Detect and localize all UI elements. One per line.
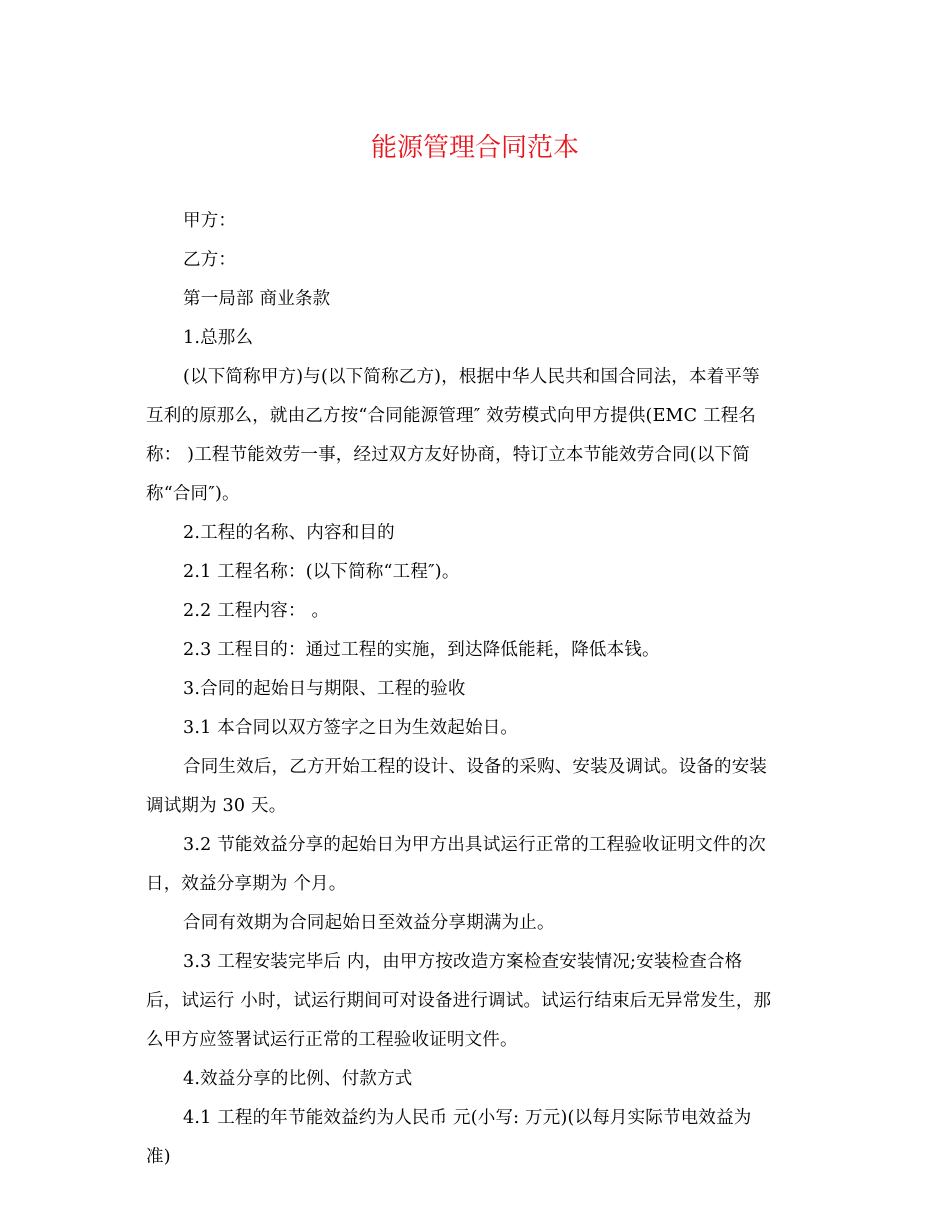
document-title: 能源管理合同范本	[370, 133, 579, 163]
sub-clause: 3.3 工程安装完毕后 内，由甲方按改造方案检查安装情况;安装检查合格	[183, 952, 743, 972]
sub-clause: 3.2 节能效益分享的起始日为甲方出具试运行正常的工程验收证明文件的次	[183, 835, 766, 855]
clause-heading: 1.总那么	[183, 328, 254, 348]
section-heading: 第一局部 商业条款	[183, 289, 331, 309]
paragraph-line: 后，试运行 小时，试运行期间可对设备进行调试。试运行结束后无异常发生，那	[146, 991, 772, 1011]
party-b-line: 乙方：	[183, 250, 237, 270]
paragraph-line: 称： )工程节能效劳一事，经过双方友好协商，特订立本节能效劳合同(以下简	[146, 445, 750, 465]
clause-heading: 2.工程的名称、内容和目的	[183, 523, 395, 543]
sub-clause: 2.1 工程名称：(以下简称“工程″)。	[183, 562, 460, 582]
paragraph-line: 合同生效后，乙方开始工程的设计、设备的采购、安装及调试。设备的安装	[183, 757, 768, 777]
sub-clause: 2.3 工程目的：通过工程的实施，到达降低能耗，降低本钱。	[183, 640, 660, 660]
paragraph-line: 互利的原那么，就由乙方按“合同能源管理″ 效劳模式向甲方提供(EMC 工程名	[146, 406, 757, 426]
paragraph-line: 么甲方应签署试运行正常的工程验收证明文件。	[146, 1030, 518, 1050]
paragraph-line: 合同有效期为合同起始日至效益分享期满为止。	[183, 913, 555, 933]
paragraph-line: 准)	[146, 1147, 171, 1167]
clause-heading: 3.合同的起始日与期限、工程的验收	[183, 679, 466, 699]
sub-clause: 2.2 工程内容： 。	[183, 601, 330, 621]
party-a-line: 甲方：	[183, 211, 237, 231]
paragraph-line: 日，效益分享期为 个月。	[146, 874, 347, 894]
paragraph-line: 调试期为 30 天。	[146, 796, 287, 816]
paragraph-line: 称“合同″)。	[146, 484, 240, 504]
paragraph-line: (以下简称甲方)与(以下简称乙方)，根据中华人民共和国合同法，本着平等	[183, 367, 760, 387]
sub-clause: 3.1 本合同以双方签字之日为生效起始日。	[183, 718, 519, 738]
clause-heading: 4.效益分享的比例、付款方式	[183, 1069, 413, 1089]
sub-clause: 4.1 工程的年节能效益约为人民币 元(小写: 万元)(以每月实际节电效益为	[183, 1108, 752, 1128]
